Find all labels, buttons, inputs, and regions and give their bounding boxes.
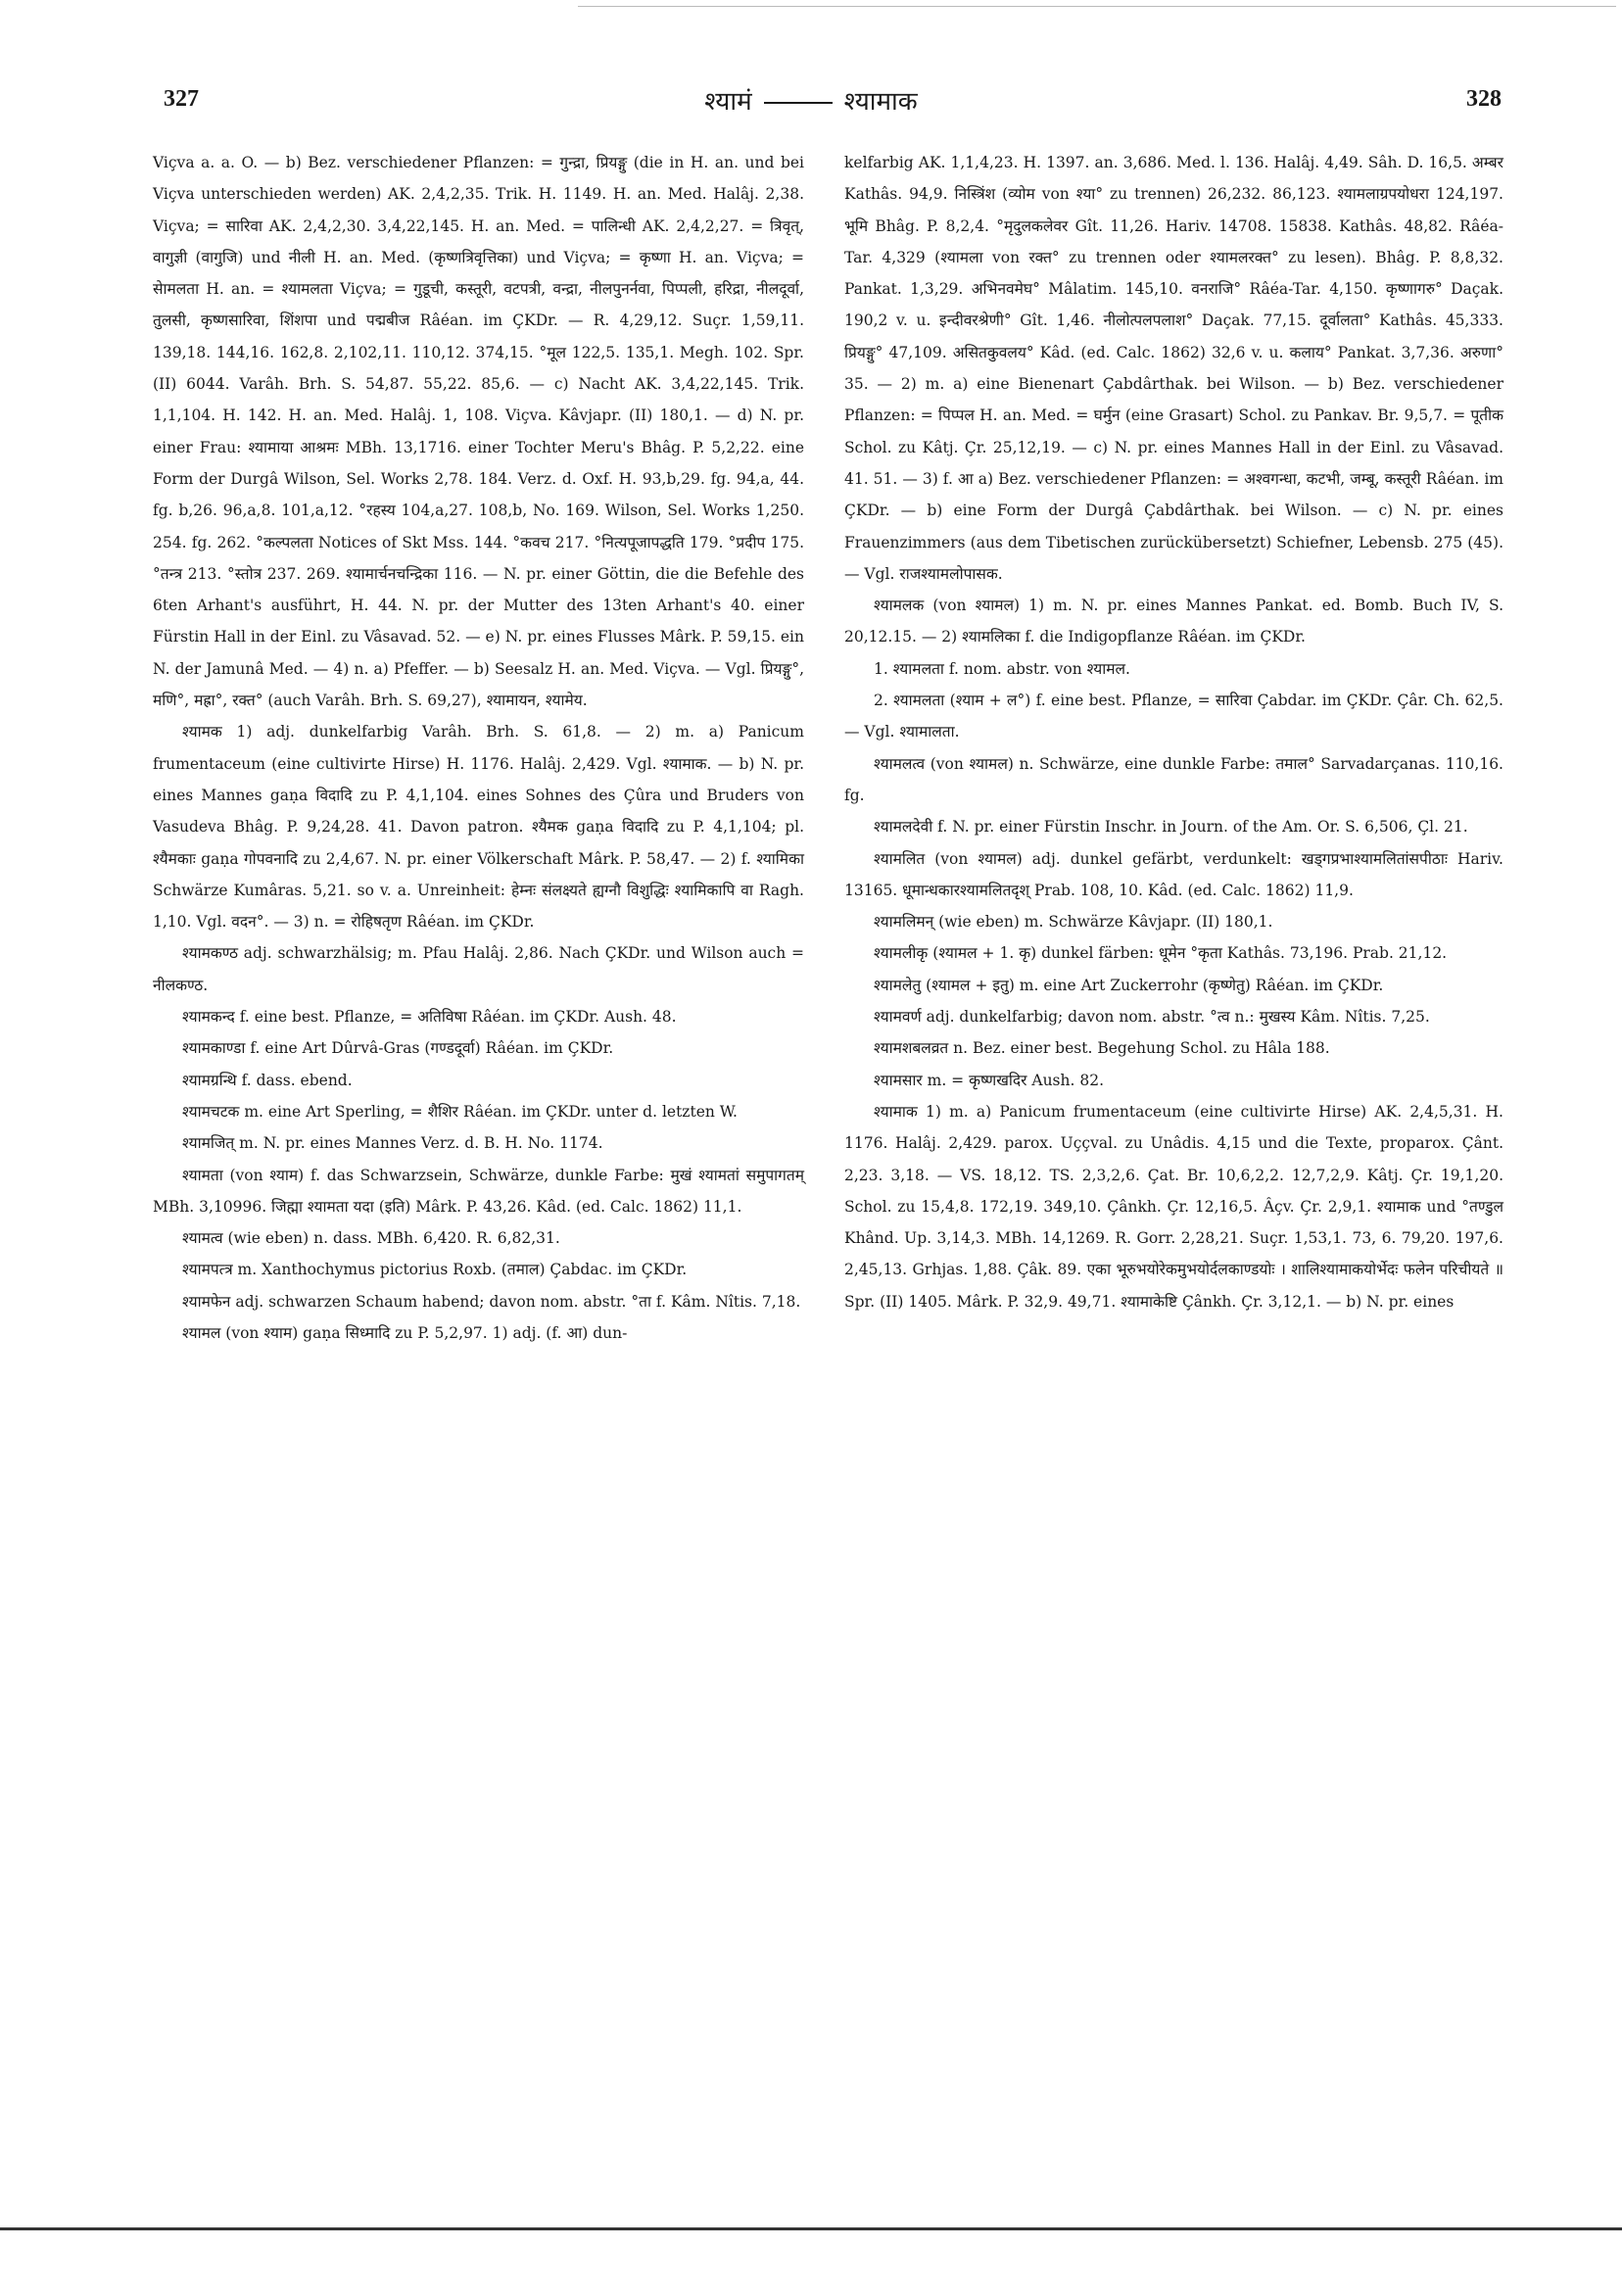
top-scan-line — [578, 6, 1616, 7]
left-column — [153, 147, 804, 1349]
running-header — [0, 82, 1622, 118]
entry-paragraph: श्यामलदेवी f. N. pr. einer Fürstin Inschr. in Journ. of the Am. Or. S. 6,506, Çl. 21. — [874, 818, 1468, 837]
entry-paragraph: श्यामलेतु (श्यामल + इतु) m. eine Art Zuckerrohr (कृष्णेतु) Râéan. im ÇKDr. — [874, 976, 1384, 994]
entry-paragraph: श्यामलत्व (von श्यामल) n. Schwärze, eine dunkle Farbe: तमाल° Sarvadarçanas. 110,16. fg. — [844, 754, 1503, 804]
right-page-number: 328 — [1466, 86, 1502, 112]
entry-paragraph: श्यामलित (von श्यामल) adj. dunkel gefärbt, verdunkelt: खड्गप्रभाश्यामलितांसपीठाः Hariv. 13165. धूमान्धकारश्यामलितदृश् Prab. 108, 10. Kâd. (ed. Calc. 1862) 11,9. — [844, 849, 1503, 899]
headword-right: श्यामाक — [843, 87, 918, 117]
entry-paragraph: श्यामजित् m. N. pr. eines Mannes Verz. d. B. H. No. 1174. — [182, 1134, 603, 1153]
left-page-number: 327 — [164, 86, 199, 112]
entry-paragraph: 2. श्यामलता (श्याम + ल°) f. eine best. Pflanze, = सारिवा Çabdar. im ÇKDr. Çâr. Ch. 62,5. — Vgl. श्यामालता. — [844, 692, 1503, 741]
header-dash — [764, 102, 833, 104]
entry-paragraph: श्यामकाण्डा f. eine Art Dûrvâ-Gras (गण्डदूर्वा) Râéan. im ÇKDr. — [182, 1039, 614, 1058]
entry-paragraph: श्यामक 1) adj. dunkelfarbig Varâh. Brh. S. 61,8. — 2) m. a) Panicum frumentaceum (eine cultivirte Hirse) H. 1176. Halâj. 2,429. Vgl. श्यामाक. — b) N. pr. eines Mannes gaṇa विदादि zu P. 4,1,104. eines Sohnes des Çûra und Bruders von Vasudeva Bhâg. P. 9,24,28. 41. Davon patron. श्यैमक gaṇa विदादि zu P. 4,1,104; pl. श्यैमकाः gaṇa गोपवनादि zu 2,4,67. N. pr. einer Völkerschaft Mârk. P. 58,47. — 2) f. श्यामिका Schwärze Kumâras. 5,21. so v. a. Unreinheit: हेम्नः संलक्ष्यते ह्यग्नौ विशुद्धिः श्यामिकापि वा Ragh. 1,10. Vgl. वदन°. — 3) n. = रोहिषतृण Râéan. im ÇKDr. — [153, 723, 804, 932]
entry-paragraph: श्यामफेन adj. schwarzen Schaum habend; davon nom. abstr. °ता f. Kâm. Nîtis. 7,18. — [182, 1292, 801, 1311]
entry-paragraph: श्यामत्व (wie eben) n. dass. MBh. 6,420. R. 6,82,31. — [182, 1229, 560, 1248]
entry-paragraph: 1. श्यामलता f. nom. abstr. von श्यामल. — [874, 659, 1130, 678]
entry-paragraph: श्यामशबलव्रत n. Bez. einer best. Begehung Schol. zu Hâla 188. — [874, 1039, 1330, 1058]
entry-paragraph: श्यामग्रन्थि f. dass. ebend. — [182, 1071, 353, 1089]
entry-paragraph: श्यामवर्ण adj. dunkelfarbig; davon nom. abstr. °त्व n.: मुखस्य Kâm. Nîtis. 7,25. — [874, 1008, 1430, 1027]
entry-paragraph: श्यामसार m. = कृष्णखदिर Aush. 82. — [874, 1071, 1104, 1089]
right-column — [844, 147, 1503, 1317]
entry-paragraph: kelfarbig AK. 1,1,4,23. H. 1397. an. 3,686. Med. l. 136. Halâj. 4,49. Sâh. D. 16,5. अम्बर Kathâs. 94,9. निस्त्रिंश (व्योम von श्या° zu trennen) 26,232. 86,123. श्यामलाग्रपयोधरा 124,197. भूमि Bhâg. P. 8,2,4. °मृदुलकलेवर Gît. 11,26. Hariv. 14708. 15838. Kathâs. 48,82. Râéa-Tar. 4,329 (श्यामला von रक्त° zu trennen oder श्यामलरक्त° zu lesen). Bhâg. P. 8,8,32. Pankat. 1,3,29. अभिनवमेघ° Mâlatim. 145,10. वनराजि° Râéa-Tar. 4,150. कृष्णागरु° Daçak. 190,2 v. u. इन्दीवरश्रेणी° Gît. 1,46. नीलोत्पलपलाश° Daçak. 77,15. दूर्वालता° Kathâs. 45,333. प्रियङ्गु° 47,109. असितकुवलय° Kâd. (ed. Calc. 1862) 32,6 v. u. कलाय° Pankat. 3,7,36. अरुणा° 35. — 2) m. a) eine Bienenart Çabdârthak. bei Wilson. — b) Bez. verschiedener Pflanzen: = पिप्पल H. an. Med. = घर्मुन (eine Grasart) Schol. zu Pankav. Br. 9,5,7. = पूतीक Schol. zu Kâtj. Çr. 25,12,19. — c) N. pr. eines Mannes Hall in der Einl. zu Vâsavad. 41. 51. — 3) f. आ a) Bez. verschiedener Pflanzen: = अश्वगन्धा, कटभी, जम्बू, कस्तूरी Râéan. im ÇKDr. — b) eine Form der Durgâ Çabdârthak. bei Wilson. — c) N. pr. eines Frauenzimmers (aus dem Tibetischen zurückübersetzt) Schiefner, Lebensb. 275 (45). — Vgl. राजश्यामलोपासक. — [844, 154, 1503, 583]
entry-paragraph: श्यामपत्त्र m. Xanthochymus pictorius Roxb. (तमाल) Çabdac. im ÇKDr. — [182, 1261, 688, 1279]
entry-paragraph: Viçva a. a. O. — b) Bez. verschiedener Pflanzen: = गुन्द्रा, प्रियङ्गु (die in H. an. und bei Viçva unterschieden werden) AK. 2,4,2,35. Trik. H. 1149. H. an. Med. Halâj. 2,38. Viçva; = सारिवा AK. 2,4,2,30. 3,4,22,145. H. an. Med. = पालिन्धी AK. 2,4,2,27. = त्रिवृत्, वागुज्ञी (वागुजि) und नीली H. an. Med. (कृष्णत्रिवृत्तिका) und Viçva; = कृष्णा H. an. Viçva; = सेामलता H. an. = श्यामलता Viçva; = गुडूची, कस्तूरी, वटपत्री, वन्द्रा, नीलपुनर्नवा, पिप्पली, हरिद्रा, नीलदूर्वा, तुलसी, कृष्णसारिवा, शिंशपा und पद्मबीज Râéan. im ÇKDr. — R. 4,29,12. Suçr. 1,59,11. 139,18. 144,16. 162,8. 2,102,11. 110,12. 374,15. °मूल 122,5. 135,1. Megh. 102. Spr. (II) 6044. Varâh. Brh. S. 54,87. 55,22. 85,6. — c) Nacht AK. 3,4,22,145. Trik. 1,1,104. H. 142. H. an. Med. Halâj. 1, 108. Viçva. Kâvjapr. (II) 180,1. — d) N. pr. einer Frau: श्यामाया आश्रमः MBh. 13,1716. einer Tochter Meru's Bhâg. P. 5,2,22. eine Form der Durgâ Wilson, Sel. Works 2,78. 184. Verz. d. Oxf. H. 93,b,29. fg. 94,a, 44. fg. b,26. 96,a,8. 101,a,12. °रहस्य 104,a,27. 108,b, No. 169. Wilson, Sel. Works 1,250. 254. fg. 262. °कल्पलता Notices of Skt Mss. 144. °कवच 217. °नित्यपूजापद्धति 179. °प्रदीप 175. °तन्त्र 213. °स्तोत्र 237. 269. श्यामार्चनचन्द्रिका 116. — N. pr. einer Göttin, die die Befehle des 6ten Arhant's ausführt, H. 44. N. pr. der Mutter des 13ten Arhant's 40. einer Fürstin Hall in der Einl. zu Vâsavad. 52. — e) N. pr. eines Flusses Mârk. P. 59,15. ein N. der Jamunâ Med. — 4) n. a) Pfeffer. — b) Seesalz H. an. Med. Viçva. — Vgl. प्रियङ्गु°, मणि°, मह्रा°, रक्त° (auch Varâh. Brh. S. 69,27), श्यामायन, श्यामेय. — [153, 154, 804, 710]
entry-paragraph: श्यामलीकृ (श्यामल + 1. कृ) dunkel färben: धूमेन °कृता Kathâs. 73,196. Prab. 21,12. — [874, 944, 1448, 963]
bottom-rule — [0, 2227, 1622, 2230]
entry-paragraph: श्यामता (von श्याम) f. das Schwarzsein, Schwärze, dunkle Farbe: मुखं श्यामतां समुपागतम् MBh. 3,10996. जिह्मा श्यामता यदा (इति) Mârk. P. 43,26. Kâd. (ed. Calc. 1862) 11,1. — [153, 1166, 804, 1216]
entry-paragraph: श्यामलक (von श्यामल) 1) m. N. pr. eines Mannes Pankat. ed. Bomb. Buch IV, S. 20,12.15. — 2) श्यामलिका f. die Indigopflanze Râéan. im ÇKDr. — [844, 597, 1503, 646]
entry-paragraph: श्यामाक 1) m. a) Panicum frumentaceum (eine cultivirte Hirse) AK. 2,4,5,31. H. 1176. Halâj. 2,429. parox. Uççval. zu Unâdis. 4,15 und die Texte, proparox. Çânt. 2,23. 3,18. — VS. 18,12. TS. 2,3,2,6. Çat. Br. 10,6,2,2. 12,7,2,9. Kâtj. Çr. 19,1,20. Schol. zu 15,4,8. 172,19. 349,10. Çânkh. Çr. 12,16,5. Âçv. Çr. 2,9,1. श्यामाक und °तण्डुल Khând. Up. 3,14,3. MBh. 14,1269. R. Gorr. 2,28,21. Suçr. 1,53,1. 73, 6. 79,20. 197,6. 2,45,13. Grhjas. 1,88. Çâk. 89. एका भूरुभयोरेकमुभयोर्दलकाण्डयोः । शालिश्यामाकयोर्भेदः फलेन परिचीयते ॥ Spr. (II) 1405. Mârk. P. 32,9. 49,71. श्यामाकेष्टि Çânkh. Çr. 3,12,1. — b) N. pr. eines — [844, 1102, 1503, 1311]
entry-paragraph: श्यामकन्द f. eine best. Pflanze, = अतिविषा Râéan. im ÇKDr. Aush. 48. — [182, 1008, 677, 1027]
entry-paragraph: श्यामचटक m. eine Art Sperling, = शैशिर Râéan. im ÇKDr. unter d. letzten W. — [182, 1102, 738, 1121]
entry-paragraph: श्यामकण्ठ adj. schwarzhälsig; m. Pfau Halâj. 2,86. Nach ÇKDr. und Wilson auch = नीलकण्ठ. — [153, 944, 804, 994]
entry-paragraph: श्यामलिमन् (wie eben) m. Schwärze Kâvjapr. (II) 180,1. — [874, 913, 1273, 932]
entry-paragraph: श्यामल (von श्याम) gaṇa सिध्मादि zu P. 5,2,97. 1) adj. (f. आ) dun- — [182, 1323, 628, 1342]
headword-left: श्यामं — [704, 87, 752, 117]
